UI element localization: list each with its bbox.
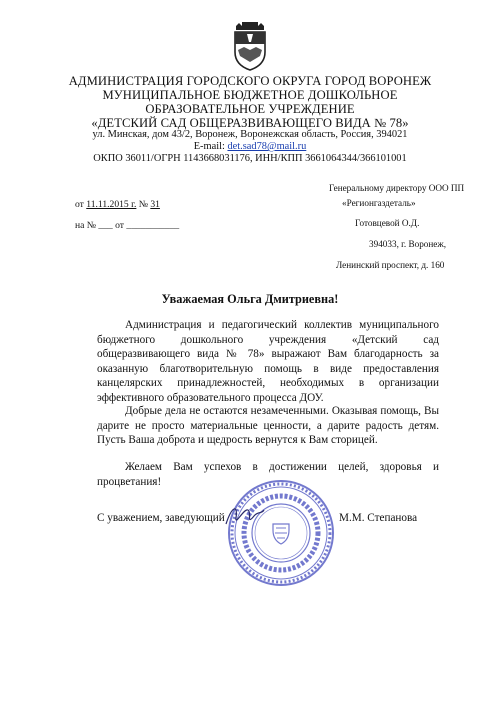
salutation: Уважаемая Ольга Дмитриевна! (161, 292, 339, 306)
handwritten-signature (222, 498, 266, 532)
recipient-line-1: Генеральному директору ООО ПП (329, 183, 465, 193)
org-line-3: ОБРАЗОВАТЕЛЬНОЕ УЧРЕЖДЕНИЕ (145, 102, 355, 116)
recipient-line-2: «Регионгаздеталь» (342, 198, 416, 208)
recipient-line-3: Готовцевой О.Д. (355, 218, 420, 228)
org-line-1: АДМИНИСТРАЦИЯ ГОРОДСКОГО ОКРУГА ГОРОД ВОРОНЕЖ (68, 74, 432, 88)
org-line-2: МУНИЦИПАЛЬНОЕ БЮДЖЕТНОЕ ДОШКОЛЬНОЕ (102, 88, 398, 102)
paragraph-3: Желаем Вам успехов в достижении целей, здоровья и процветания! (97, 461, 439, 488)
reference-line: на № ___ от ___________ (75, 220, 180, 231)
outgoing-date: 11.11.2015 г. (86, 199, 137, 210)
paragraph-1: Администрация и педагогический коллектив муниципального бюджетного дошкольного учреждения «Детский сад общеразвивающего вида № 78» выражают Вам благодарность за оказанную благотворительную помощь в виде предоставления канцелярских принадлежностей, необходимых в организации эффективного образовательного процесса ДОУ. (97, 319, 439, 404)
org-line-4: «ДЕТСКИЙ САД ОБЩЕРАЗВИВАЮЩЕГО ВИДА № 78» (91, 116, 409, 130)
date-prefix: от (75, 199, 87, 210)
paragraph-2: Добрые дела не остаются незамеченными. Оказывая помощь, Вы дарите не просто материальные ценности, а дарите радость детям. Пусть Ваша доброта и щедрость вернутся к Вам сторицей. (97, 405, 439, 447)
org-address: ул. Минская, дом 43/2, Воронеж, Воронежская область, Россия, 394021 (92, 129, 408, 140)
outgoing-date-line (75, 199, 160, 211)
org-email-line (0, 141, 500, 154)
email-link[interactable]: det.sad78@mail.ru (227, 141, 307, 152)
recipient-line-5: Ленинский проспект, д. 160 (336, 260, 445, 270)
official-stamp-icon (226, 478, 336, 588)
outgoing-number: 31 (150, 199, 160, 210)
number-prefix: № (136, 199, 151, 210)
recipient-line-4: 394033, г. Воронеж, (369, 239, 447, 249)
email-label: E-mail: (193, 141, 228, 152)
org-codes: ОКПО 36011/ОГРН 1143668031176, ИНН/КПП 3661064344/366101001 (93, 153, 407, 164)
closing: С уважением, заведующий (97, 512, 225, 524)
signer-name: М.М. Степанова (339, 512, 418, 524)
coat-of-arms-icon (228, 20, 272, 72)
